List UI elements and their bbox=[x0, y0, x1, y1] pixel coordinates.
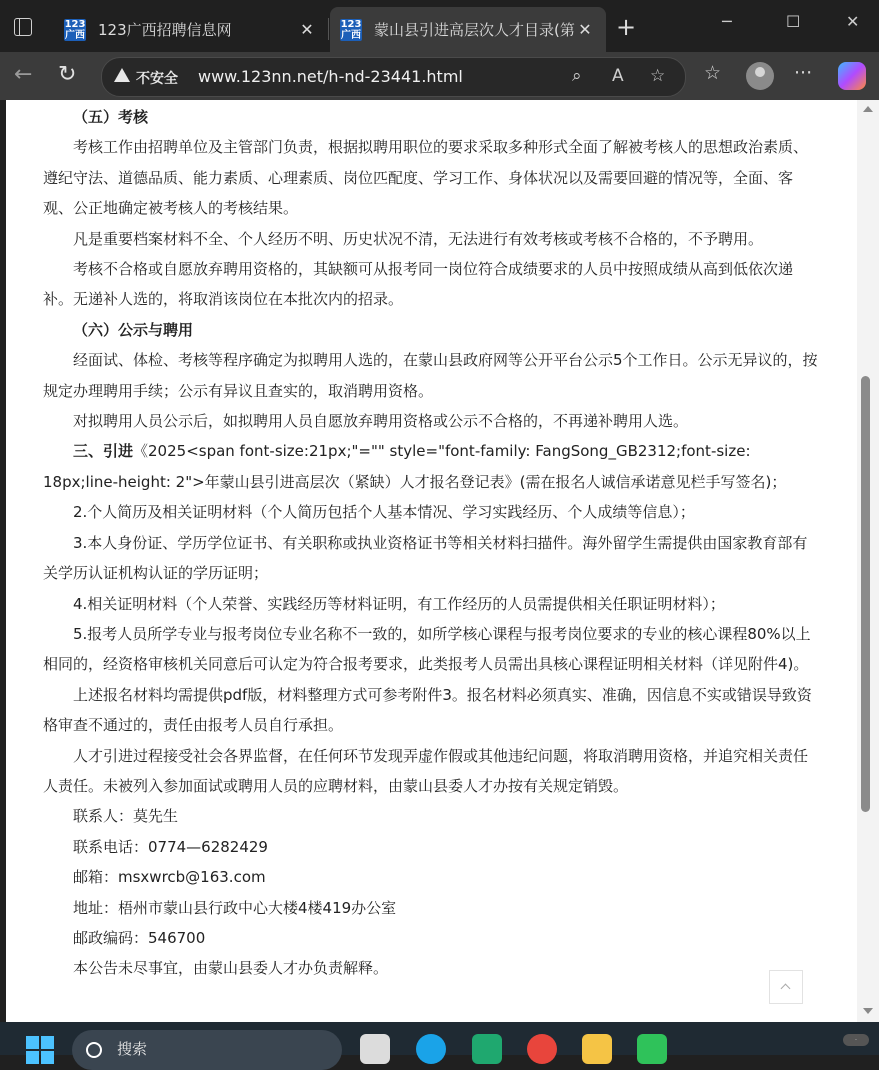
article-paragraph: 5.报考人员所学专业与报考岗位专业名称不一致的，如所学核心课程与报考岗位要求的专业的核心课程80%以上相同的，经资格审核机关同意后可认定为符合报考要求，此类报考人员需出具核心课程证明相关材料（详见附件4)。 bbox=[43, 624, 811, 674]
scroll-down-icon[interactable] bbox=[863, 1008, 873, 1014]
paragraph-text: 《2025<span font-size:21px;"="" style="font-family: FangSong_GB2312;font-size: 18px;line-height: 2">年蒙山县引进高层次（紧缺）人才报名登记表》(需在报名人诚信承诺意见栏手写签名)； bbox=[43, 442, 787, 491]
minimize-icon[interactable]: ─ bbox=[722, 12, 732, 31]
tab-actions-icon[interactable] bbox=[10, 14, 36, 40]
search-icon bbox=[86, 1042, 102, 1058]
article-paragraph: 3.本人身份证、学历学位证书、有关职称或执业资格证书等相关材料扫描件。海外留学生需提供由国家教育部有关学历认证机构认证的学历证明； bbox=[43, 533, 808, 583]
scroll-up-icon[interactable] bbox=[863, 106, 873, 112]
article-paragraph: 对拟聘用人员公示后，如拟聘用人员自愿放弃聘用资格或公示不合格的，不再递补聘用人选。 bbox=[73, 412, 689, 431]
tab-title: 蒙山县引进高层次人才目录(第 bbox=[374, 21, 575, 39]
article-paragraph: 人才引进过程接受社会各界监督，在任何环节发现弄虚作假或其他违纪问题，将取消聘用资格，并追究相关责任人责任。未被列入参加面试或聘用人员的应聘材料，由蒙山县委人才办按有关规定销毁。 bbox=[43, 746, 809, 795]
article-paragraph: 凡是重要档案材料不全、个人经历不明、历史状况不清，无法进行有效考核或考核不合格的，不予聘用。 bbox=[73, 229, 764, 248]
warning-icon bbox=[114, 68, 130, 82]
back-to-top-button[interactable] bbox=[769, 970, 803, 1004]
refresh-icon[interactable]: ↻ bbox=[58, 62, 77, 87]
taskbar bbox=[0, 1022, 879, 1058]
wechat-app-icon[interactable] bbox=[637, 1034, 667, 1064]
edge-app-icon[interactable] bbox=[416, 1034, 446, 1064]
article-paragraph: 4.相关证明材料（个人荣誉、实践经历等材料证明，有工作经历的人员需提供相关任职证明材料）； bbox=[73, 594, 725, 613]
zoom-icon[interactable]: ⌕ bbox=[572, 66, 582, 86]
article-paragraph: 邮政编码：546700 bbox=[73, 928, 206, 947]
article-paragraph: 上述报名材料均需提供pdf版，材料整理方式可参考附件3。报名材料必须真实、准确，因信息不实或错误导致资格审查不通过的，责任由报考人员自行承担。 bbox=[43, 685, 812, 735]
article-paragraph: 地址：梧州市蒙山县行政中心大楼4楼419办公室 bbox=[73, 898, 397, 917]
favorite-star-icon[interactable]: ☆ bbox=[650, 66, 666, 86]
article-paragraph: 联系人：莫先生 bbox=[73, 807, 179, 826]
maximize-icon[interactable]: ☐ bbox=[786, 12, 801, 31]
spreadsheet-app-icon[interactable] bbox=[472, 1034, 502, 1064]
article-paragraph: 邮箱：msxwrcb@163.com bbox=[73, 868, 266, 887]
file-app-icon[interactable] bbox=[360, 1034, 390, 1064]
back-icon[interactable]: ← bbox=[14, 62, 33, 87]
section-heading: （六）公示与聘用 bbox=[73, 320, 194, 339]
site-favicon-icon: 123 广西 bbox=[64, 18, 86, 41]
file-explorer-icon[interactable] bbox=[582, 1034, 612, 1064]
new-tab-icon[interactable]: + bbox=[616, 13, 637, 41]
read-aloud-icon[interactable]: A bbox=[612, 66, 624, 86]
article-paragraph: 2.个人简历及相关证明材料（个人简历包括个人基本情况、学习实践经历、个人成绩等信息）； bbox=[73, 503, 695, 522]
close-tab-icon[interactable]: ✕ bbox=[300, 20, 314, 39]
page-content bbox=[6, 100, 857, 1022]
article-paragraph: 考核工作由招聘单位及主管部门负责，根据拟聘用职位的要求采取多种形式全面了解被考核人的思想政治素质、遵纪守法、道德品质、能力素质、心理素质、岗位匹配度、学习工作、身体状况以及需要回避的情况等，全面、客观、公正地确定被考核人的考核结果。 bbox=[43, 138, 809, 218]
article-paragraph: 经面试、体检、考核等程序确定为拟聘用人选的，在蒙山县政府网等公开平台公示5个工作日。公示无异议的，按规定办理聘用手续；公示有异议且查实的，取消聘用资格。 bbox=[43, 351, 818, 400]
tab-divider bbox=[328, 18, 329, 40]
favorites-icon[interactable]: ☆ bbox=[704, 62, 722, 84]
more-menu-icon[interactable]: ··· bbox=[794, 62, 813, 84]
article-paragraph: 考核不合格或自愿放弃聘用资格的，其缺额可从报考同一岗位符合成绩要求的人员中按照成绩从高到低依次递补。无递补人选的，将取消该岗位在本批次内的招录。 bbox=[43, 260, 794, 309]
site-favicon-icon: 123 广西 bbox=[340, 18, 362, 41]
scrollbar-thumb[interactable] bbox=[861, 376, 870, 812]
tab-title: 123广西招聘信息网 bbox=[98, 21, 232, 39]
section-heading: 三、引进 bbox=[73, 442, 134, 461]
url-text[interactable]: www.123nn.net/h-nd-23441.html bbox=[198, 67, 463, 86]
chrome-app-icon[interactable] bbox=[527, 1034, 557, 1064]
article-paragraph: 本公告未尽事宜，由蒙山县委人才办负责解释。 bbox=[73, 959, 389, 978]
taskbar-search-text: 搜索 bbox=[117, 1040, 148, 1058]
security-label[interactable]: 不安全 bbox=[136, 71, 178, 87]
profile-avatar[interactable] bbox=[746, 62, 774, 90]
tab-123gx[interactable] bbox=[54, 7, 328, 52]
tab-active-article[interactable] bbox=[330, 7, 606, 52]
tab-bar bbox=[0, 0, 879, 52]
close-window-icon[interactable]: ✕ bbox=[846, 12, 860, 31]
watermark-badge: · bbox=[843, 1034, 869, 1046]
windows-start-icon[interactable] bbox=[26, 1036, 54, 1064]
article-paragraph: 联系电话：0774—6282429 bbox=[73, 837, 268, 856]
address-bar[interactable] bbox=[101, 57, 686, 97]
taskbar-search[interactable] bbox=[72, 1030, 342, 1070]
section-heading: （五）考核 bbox=[73, 108, 149, 126]
copilot-icon[interactable] bbox=[838, 62, 866, 90]
article-paragraph bbox=[43, 436, 818, 497]
close-tab-icon[interactable]: ✕ bbox=[578, 20, 592, 39]
article-body bbox=[43, 102, 818, 984]
